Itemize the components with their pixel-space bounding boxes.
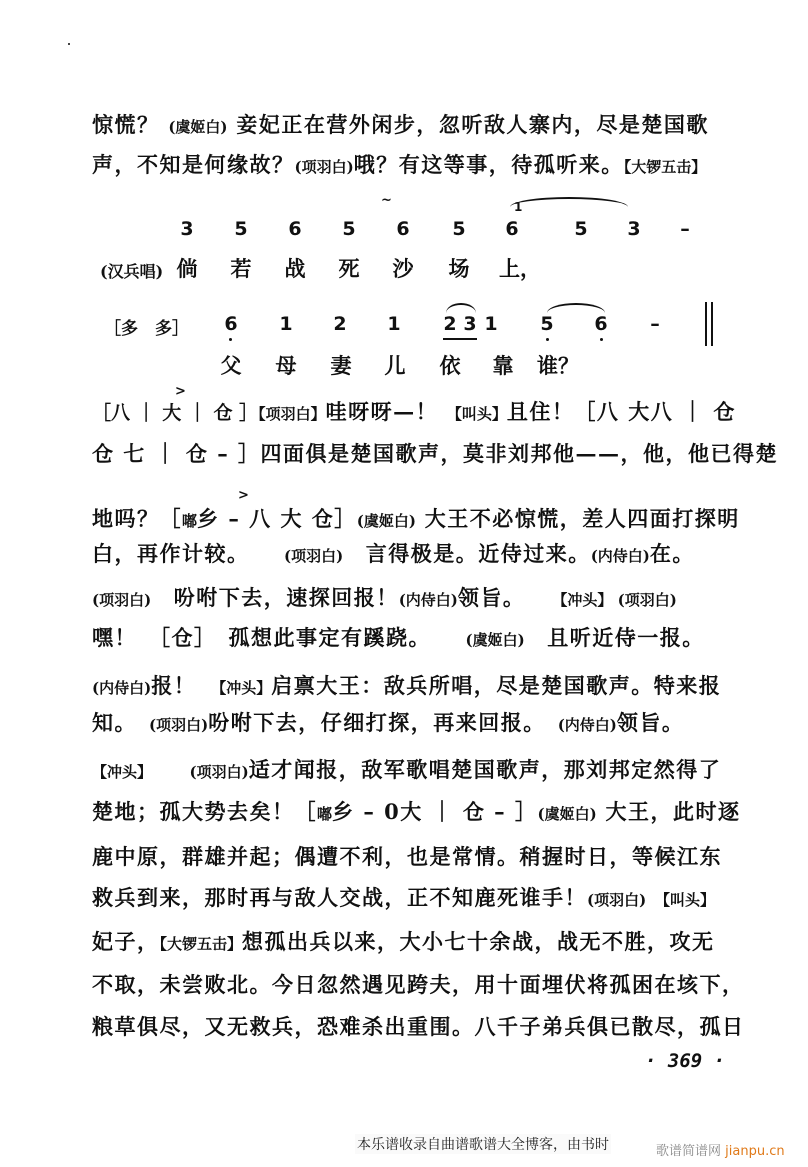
speaker-label: (虞姬白) — [537, 805, 597, 823]
percussion-cue: 【冲头】 — [218, 679, 272, 697]
spacer — [646, 885, 655, 910]
text-line-2 — [92, 151, 722, 181]
percussion-cue: 【大锣五击】 — [623, 158, 707, 176]
low-octave-dot — [600, 338, 603, 341]
sustain-dash: – — [680, 218, 690, 240]
dialog-text: 想孤出兵以来，大小七十余战，战无不胜，攻无 — [242, 929, 715, 954]
note: 5 — [540, 313, 554, 335]
singer-label: (汉兵唱) — [100, 262, 164, 281]
speaker-label: (项羽白) — [189, 763, 249, 781]
body-line-15 — [92, 1013, 745, 1041]
body-line-2 — [92, 440, 779, 468]
note: 6 — [505, 218, 519, 240]
page-number: · 369 · — [645, 1050, 726, 1072]
percussion-cue: 嘟 — [182, 512, 198, 530]
dialog-text: 救兵到来，那时再与敌人交战，正不知鹿死谁手！ — [92, 885, 587, 910]
speaker-label: (项羽白) — [149, 716, 209, 734]
dialog-text: 吩咐下去，速探回报！ — [151, 585, 399, 610]
percussion-cue: ［八 ｜ 大 ｜ 仓 ］ — [92, 402, 259, 424]
speaker-label: (项羽白) — [92, 591, 152, 609]
accent-mark: > — [175, 384, 186, 399]
lyric: 谁？ — [537, 353, 579, 378]
percussion-cue: 【冲头】 — [559, 591, 613, 609]
note: 5 — [452, 218, 466, 240]
dialog-text: 哇呀呀—！ — [325, 399, 447, 424]
dialog-text: 领旨。 — [457, 585, 560, 610]
slur-mark — [510, 197, 628, 207]
body-line-10 — [92, 798, 741, 828]
speaker-label: (项羽白) — [612, 591, 677, 609]
percussion-cue: 【大锣五击】 — [159, 935, 243, 953]
scan-speck — [68, 43, 70, 45]
speaker-label: 【项羽白】 — [258, 405, 326, 423]
dialog-text: 知。 — [92, 710, 149, 735]
body-line-3 — [92, 505, 740, 535]
dialog-text: 言得极是。近侍过来。 — [343, 541, 591, 566]
low-octave-dot — [229, 338, 232, 341]
body-line-4 — [92, 540, 722, 570]
lyric: 战 — [284, 256, 306, 281]
site-watermark — [656, 1140, 785, 1159]
body-line-8 — [92, 709, 722, 739]
body-line-5 — [92, 584, 722, 614]
dialog-text: 楚地；孤大势去矣！［ — [92, 799, 317, 824]
speaker-label: (项羽白) — [284, 547, 344, 565]
note: 5 — [342, 218, 356, 240]
speaker-label: (内侍白) — [557, 716, 617, 734]
note: 1 — [387, 313, 401, 335]
lyric: 若 — [230, 256, 252, 281]
spacer — [145, 757, 190, 782]
speaker-label: (虞姬白) — [465, 631, 525, 649]
lyric: 依 — [439, 353, 461, 378]
percussion-cue: 乡 – 八 大 仓］ — [197, 506, 357, 531]
percussion-cue: ［多 多］ — [104, 319, 189, 339]
tenuto-mark: ~ — [381, 193, 392, 208]
note: 1 — [279, 313, 293, 335]
dialog-text: 吩咐下去，仔细打探，再来回报。 — [208, 710, 558, 735]
speaker-label: (虞姬白) — [168, 118, 228, 136]
lyric: 倘 — [176, 256, 198, 281]
note: 1 — [484, 313, 498, 335]
dialog-text: 声，不知是何缘故？ — [92, 152, 295, 177]
body-line-1 — [92, 398, 736, 428]
body-line-9 — [92, 756, 722, 786]
body-line-13 — [92, 928, 722, 958]
note: 2 — [443, 313, 457, 335]
dialog-text: 在。 — [649, 541, 695, 566]
percussion-cue: 【叫头】 — [446, 405, 507, 423]
body-line-14 — [92, 971, 745, 999]
dialog-text: 大王，此时逐 — [596, 799, 741, 824]
text-line-1 — [92, 111, 722, 141]
dialog-text: 妾妃正在营外闲步，忽听敌人寨内，尽是楚国歌 — [227, 112, 709, 137]
note: 6 — [224, 313, 238, 335]
dialog-text: 地吗？［ — [92, 506, 182, 531]
dialog-text: 不取，未尝败北。今日忽然遇见跨夫，用十面埋伏将孤困在垓下， — [92, 972, 745, 997]
speaker-label: (虞姬白) — [356, 512, 416, 530]
note: 6 — [288, 218, 302, 240]
lyric: 靠 — [492, 353, 514, 378]
lyric: 母 — [275, 353, 297, 378]
end-barline — [705, 302, 713, 346]
lyric: 沙 — [392, 256, 414, 281]
dialog-text: 报！ — [151, 673, 219, 698]
lyric: 父 — [220, 353, 242, 378]
speaker-label: (内侍白) — [92, 679, 152, 697]
footer-note: 本乐谱收录自曲谱歌谱大全博客，由书时 — [355, 1134, 611, 1154]
dialog-text: 嘿！ ［仓］ 孤想此事定有蹊跷。 — [92, 625, 466, 650]
lyric: 上， — [499, 256, 541, 281]
lyric: 妻 — [330, 353, 352, 378]
speaker-label: (内侍白) — [590, 547, 650, 565]
lyric: 死 — [338, 256, 360, 281]
dialog-text: 白，再作计较。 — [92, 541, 284, 566]
percussion-cue: 乡 – 0大 ｜ 仓 – ］ — [332, 799, 538, 824]
body-line-6 — [92, 624, 722, 654]
grace-note: 1 — [514, 200, 523, 214]
body-line-7 — [92, 672, 722, 702]
note: 6 — [396, 218, 410, 240]
body-line-12 — [92, 884, 722, 914]
percussion-cue: 【冲头】 — [92, 763, 145, 781]
note: 5 — [234, 218, 248, 240]
lyric: 场 — [448, 256, 470, 281]
note: 6 — [594, 313, 608, 335]
dialog-text: 适才闻报，敌军歌唱楚国歌声，那刘邦定然得了 — [248, 757, 722, 782]
percussion-cue: 嘟 — [317, 805, 333, 823]
low-octave-dot — [546, 338, 549, 341]
dialog-text: 且听近侍一报。 — [524, 625, 705, 650]
beam-underline — [443, 338, 477, 340]
dialog-text: 大王不必惊慌，差人四面打探明 — [415, 506, 740, 531]
watermark-domain: jianpu.cn — [725, 1144, 785, 1159]
dialog-text: 仓 七 ｜ 仓 – ］四面俱是楚国歌声，莫非刘邦他——，他，他已得楚 — [92, 441, 779, 466]
note: 2 — [333, 313, 347, 335]
dialog-text: 妃子， — [92, 929, 160, 954]
accent-mark: > — [238, 488, 249, 503]
watermark-site-name: 歌谱简谱网 — [656, 1144, 722, 1159]
dialog-text: 且住！［八 大八 ｜ 仓 — [506, 399, 736, 424]
speaker-label: (项羽白) — [294, 158, 354, 176]
note: 3 — [463, 313, 477, 335]
sustain-dash: – — [650, 313, 660, 335]
speaker-label: (内侍白) — [398, 591, 458, 609]
dialog-text: 启禀大王：敌兵所唱，尽是楚国歌声。特来报 — [271, 673, 722, 698]
note: 5 — [574, 218, 588, 240]
dialog-text: 哦？有这等事，待孤听来。 — [353, 152, 624, 177]
dialog-text: 领旨。 — [616, 710, 685, 735]
dialog-text: 惊慌？ — [92, 112, 169, 137]
dialog-text: 鹿中原，群雄并起；偶遭不利，也是常情。稍握时日，等候江东 — [92, 844, 722, 869]
dialog-text: 粮草俱尽，又无救兵，恐难杀出重围。八千子弟兵俱已散尽，孤日 — [92, 1014, 745, 1039]
percussion-cue: 【叫头】 — [655, 891, 716, 909]
note: 3 — [180, 218, 194, 240]
note: 3 — [627, 218, 641, 240]
body-line-11 — [92, 843, 722, 871]
lyric: 儿 — [384, 353, 406, 378]
speaker-label: (项羽白) — [587, 891, 647, 909]
